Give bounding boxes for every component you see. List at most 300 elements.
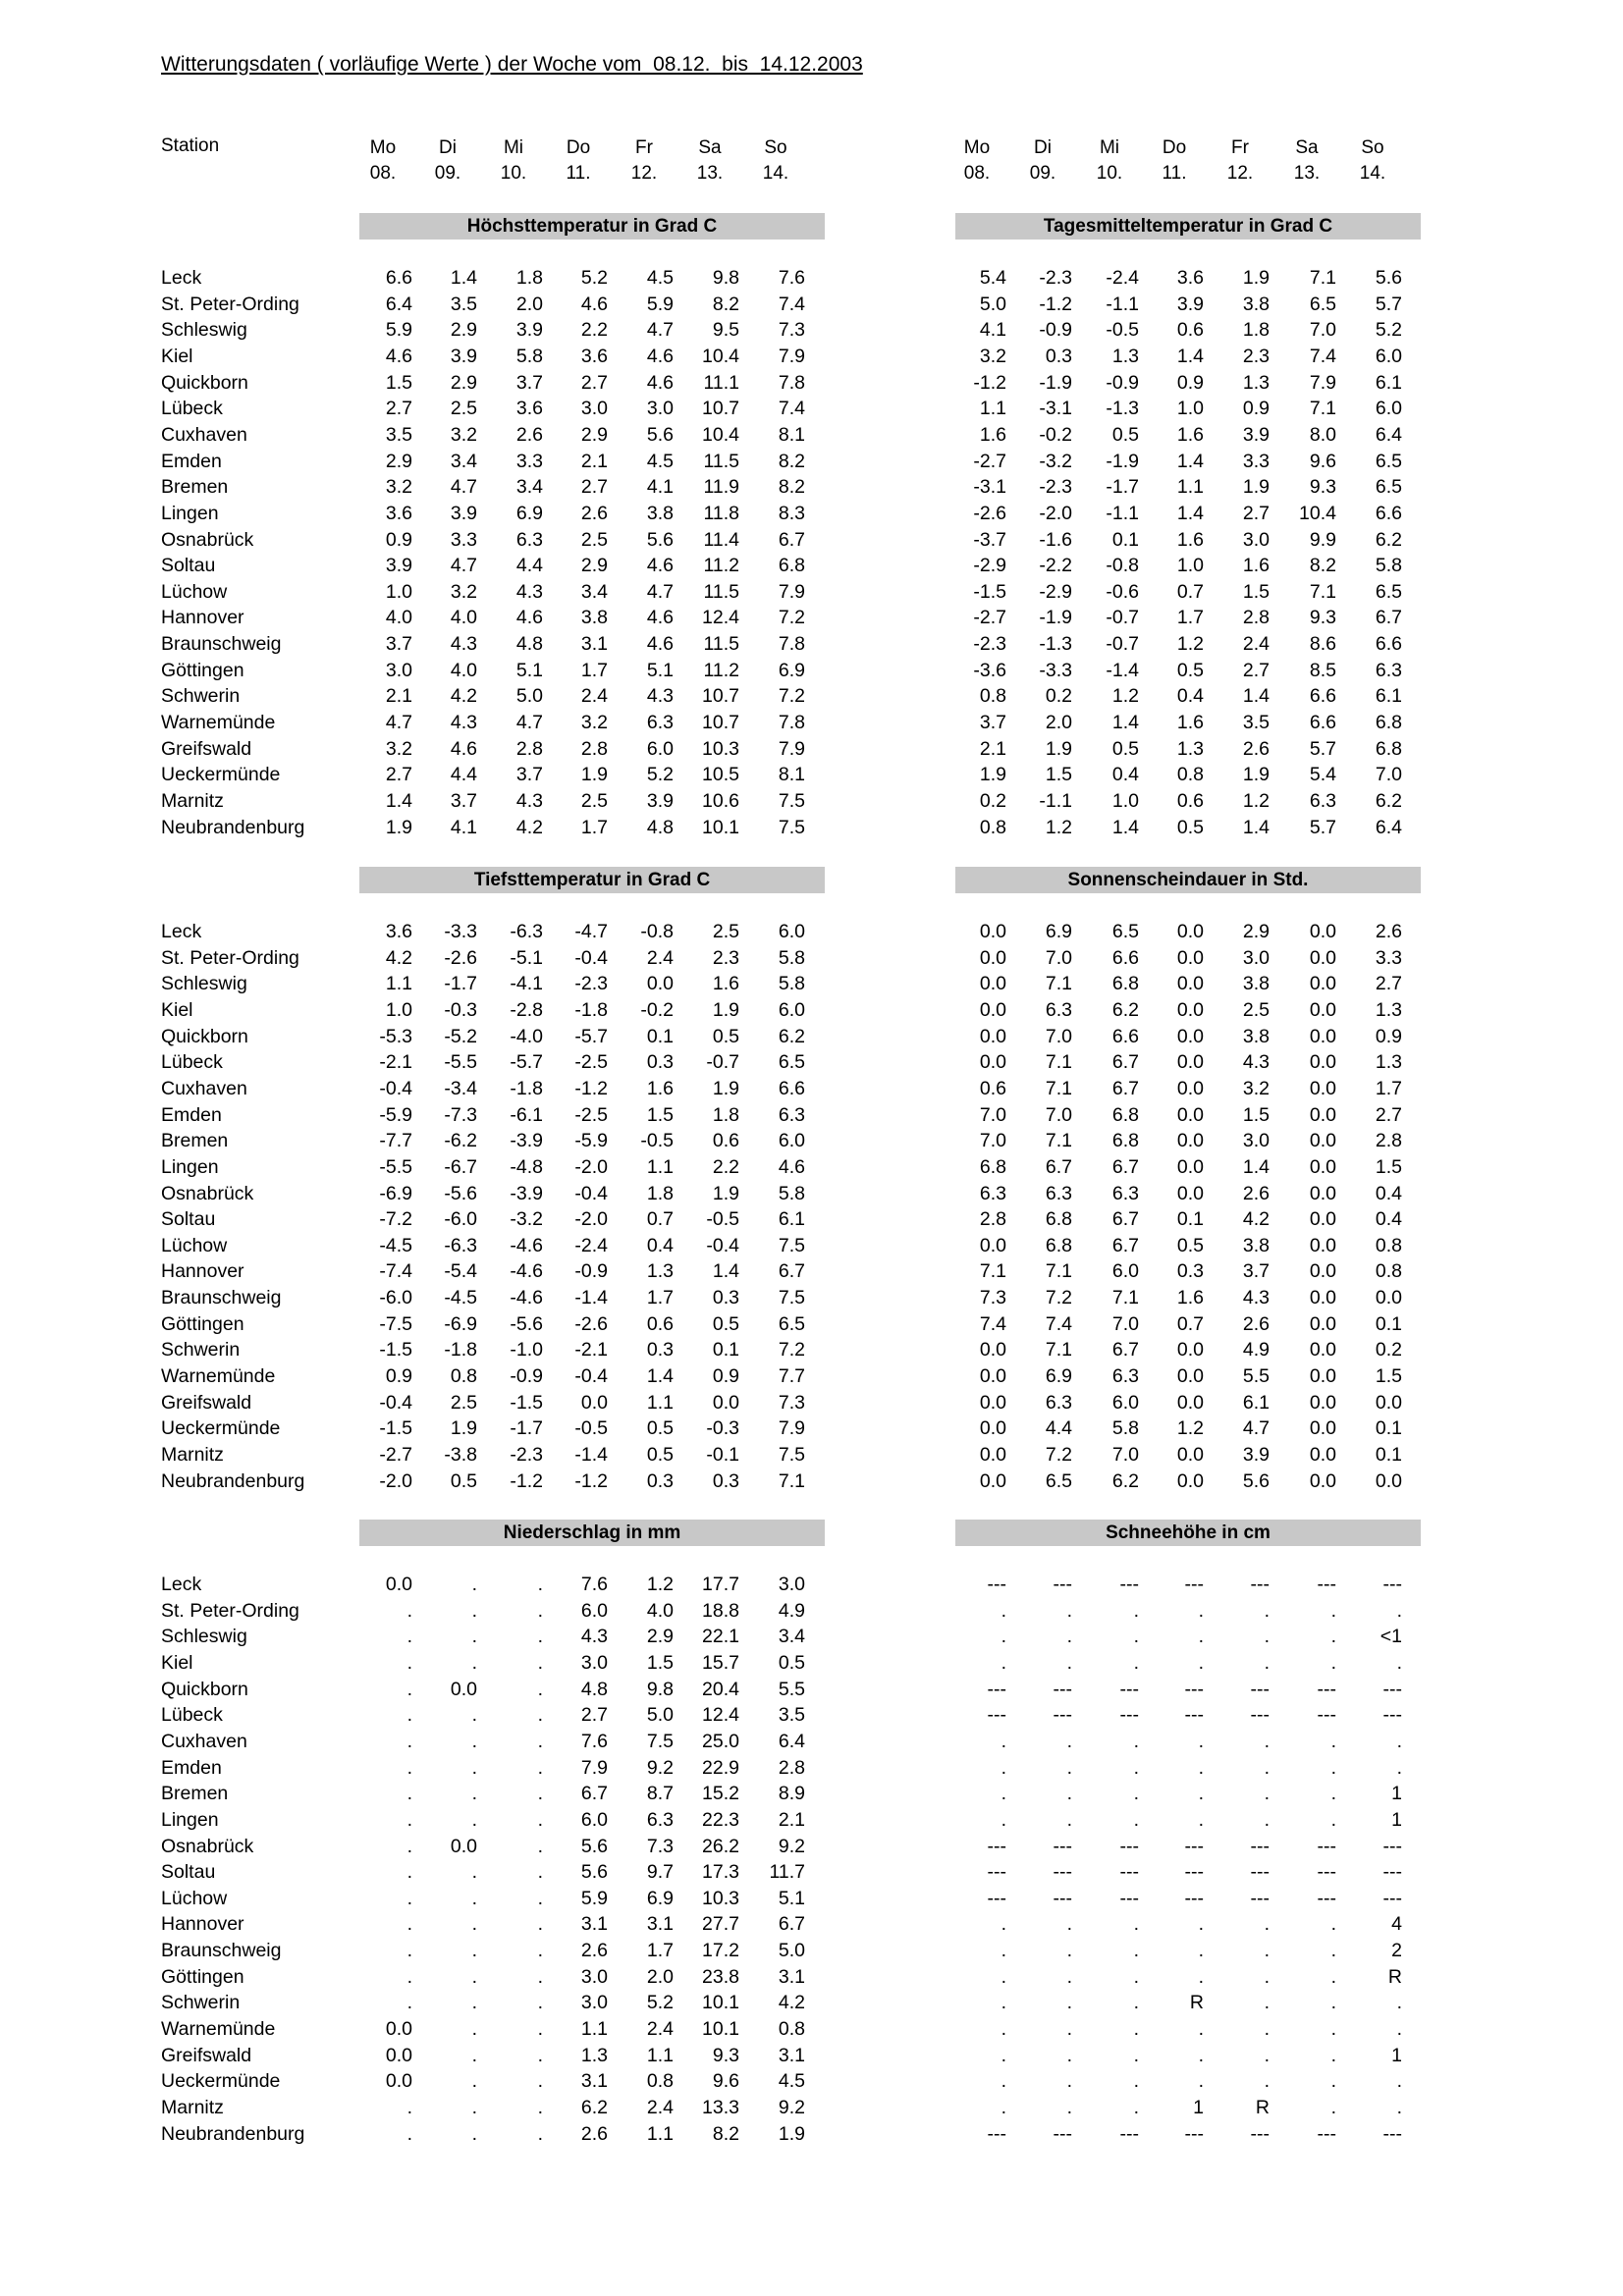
table-cell: --- (1382, 1887, 1402, 1909)
table-cell: -0.4 (574, 1365, 608, 1388)
table-cell: . (471, 2097, 477, 2118)
table-cell: 4.6 (450, 737, 477, 760)
table-cell: -2.4 (574, 1234, 608, 1256)
table-cell: -0.9 (1039, 319, 1072, 342)
table-cell: 1.5 (1375, 1155, 1402, 1178)
table-cell: -6.0 (379, 1287, 412, 1309)
table-cell: --- (1382, 2122, 1402, 2145)
day-header-date: 08. (963, 163, 991, 184)
table-cell: 3.6 (515, 398, 543, 420)
table-cell: 7.4 (979, 1312, 1006, 1335)
table-cell: 5.9 (385, 319, 412, 342)
table-cell: --- (1184, 1887, 1204, 1909)
table-cell: -0.4 (574, 946, 608, 969)
table-cell: 0.0 (580, 1391, 608, 1414)
station-name: Schwerin (161, 1339, 241, 1362)
table-cell: 7.4 (1309, 345, 1336, 367)
table-cell: 6.9 (1045, 921, 1072, 942)
table-cell: --- (1184, 1678, 1204, 1700)
day-header-name: Mo (963, 137, 991, 158)
table-cell: . (1264, 2044, 1270, 2066)
day-header-name: Do (566, 137, 591, 158)
table-cell: 5.9 (580, 1887, 608, 1909)
table-cell: 0.4 (1375, 1182, 1402, 1204)
table-cell: 6.3 (979, 1182, 1006, 1204)
table-cell: 6.3 (515, 528, 543, 551)
table-cell: 2.9 (1242, 921, 1270, 942)
table-cell: . (1396, 2018, 1402, 2041)
table-cell: 1.1 (646, 1155, 674, 1178)
table-cell: 8.3 (778, 502, 805, 524)
table-cell: 4.8 (515, 633, 543, 656)
table-cell: -1.9 (1039, 607, 1072, 629)
table-cell: 0.4 (646, 1234, 674, 1256)
table-cell: 4 (1391, 1913, 1402, 1936)
table-cell: . (537, 2044, 543, 2066)
table-cell: 1.4 (1242, 685, 1270, 708)
table-cell: --- (987, 1574, 1006, 1595)
table-cell: -7.7 (379, 1130, 412, 1152)
table-cell: 0.0 (1375, 1287, 1402, 1309)
table-cell: -1.9 (1039, 371, 1072, 394)
table-cell: 7.1 (778, 1469, 805, 1492)
table-cell: 0.0 (1309, 973, 1336, 995)
table-cell: 6.2 (1111, 998, 1139, 1021)
table-cell: 3.9 (450, 502, 477, 524)
table-cell: . (1198, 1626, 1204, 1648)
table-cell: 3.4 (450, 450, 477, 472)
table-cell: 0.9 (385, 528, 412, 551)
table-cell: 11.2 (703, 659, 739, 681)
table-cell: 4.2 (778, 1992, 805, 2014)
table-cell: 7.0 (979, 1130, 1006, 1152)
table-cell: 0.0 (1309, 921, 1336, 942)
table-cell: --- (1317, 1704, 1336, 1727)
table-cell: 0.3 (1045, 345, 1072, 367)
table-cell: . (406, 1913, 412, 1936)
table-cell: 7.1 (1309, 398, 1336, 420)
table-cell: 0.0 (1309, 1287, 1336, 1309)
table-cell: 6.3 (1111, 1365, 1139, 1388)
table-cell: -3.2 (1039, 450, 1072, 472)
table-cell: 1 (1391, 1808, 1402, 1831)
table-cell: -3.1 (1039, 398, 1072, 420)
table-cell: 7.3 (778, 319, 805, 342)
table-cell: 0.5 (1111, 423, 1139, 446)
table-cell: 9.6 (712, 2070, 739, 2093)
station-name: Emden (161, 450, 222, 472)
station-name: Schleswig (161, 1626, 247, 1648)
table-cell: 3.2 (450, 423, 477, 446)
table-cell: 2.8 (979, 1208, 1006, 1231)
day-header-date: 09. (1029, 163, 1056, 184)
table-cell: . (1264, 2018, 1270, 2041)
table-cell: -5.4 (444, 1260, 477, 1283)
table-cell: 5.6 (646, 528, 674, 551)
day-header-name: So (764, 137, 787, 158)
table-cell: 1.1 (646, 2044, 674, 2066)
station-name: Bremen (161, 476, 229, 499)
table-cell: 4.3 (515, 790, 543, 812)
table-cell: -0.5 (706, 1208, 739, 1231)
table-cell: 0.1 (1375, 1417, 1402, 1440)
table-cell: 7.9 (778, 1417, 805, 1440)
table-cell: . (1133, 2018, 1139, 2041)
table-cell: 3.3 (450, 528, 477, 551)
table-cell: -0.9 (510, 1365, 543, 1388)
station-name: Quickborn (161, 1025, 248, 1047)
table-cell: -1.4 (574, 1444, 608, 1466)
table-cell: 3.5 (1242, 712, 1270, 734)
table-cell: . (406, 1808, 412, 1831)
table-cell: 23.8 (702, 1965, 739, 1988)
table-cell: 8.1 (778, 764, 805, 786)
table-cell: 9.7 (646, 1861, 674, 1884)
day-header-date: 14. (1359, 163, 1386, 184)
table-cell: 7.5 (778, 1444, 805, 1466)
table-cell: . (1264, 1913, 1270, 1936)
table-cell: . (537, 1808, 543, 1831)
table-cell: 2.9 (385, 450, 412, 472)
table-cell: 17.2 (702, 1940, 739, 1962)
table-cell: 0.1 (712, 1339, 739, 1362)
table-cell: 0.6 (712, 1130, 739, 1152)
table-cell: 11.5 (703, 450, 739, 472)
table-cell: 2.5 (580, 790, 608, 812)
table-cell: . (1066, 2070, 1072, 2093)
table-cell: 0.7 (1176, 1312, 1204, 1335)
table-cell: . (1133, 1783, 1139, 1805)
table-cell: 3.6 (385, 921, 412, 942)
table-cell: -6.2 (444, 1130, 477, 1152)
station-name: Kiel (161, 1651, 193, 1674)
table-cell: 5.2 (646, 1992, 674, 2014)
table-cell: 2.4 (580, 685, 608, 708)
table-cell: 8.6 (1309, 633, 1336, 656)
table-cell: --- (1250, 1678, 1270, 1700)
table-cell: 2.5 (450, 398, 477, 420)
table-cell: -2.0 (574, 1155, 608, 1178)
table-cell: . (406, 1651, 412, 1674)
table-cell: 3.9 (646, 790, 674, 812)
table-cell: 8.5 (1309, 659, 1336, 681)
table-cell: . (537, 1913, 543, 1936)
table-cell: 3.7 (1242, 1260, 1270, 1283)
table-cell: 7.0 (1375, 764, 1402, 786)
table-cell: -0.2 (640, 998, 674, 1021)
table-cell: 0.0 (385, 2070, 412, 2093)
table-cell: 0.0 (1309, 1103, 1336, 1126)
section-header-tiefst: Tiefsttemperatur in Grad C (359, 867, 825, 893)
table-cell: 1.9 (1045, 737, 1072, 760)
table-cell: . (406, 1861, 412, 1884)
table-cell: 5.0 (979, 293, 1006, 315)
table-cell: 0.5 (646, 1444, 674, 1466)
table-cell: . (1066, 1756, 1072, 1779)
table-cell: 7.1 (1045, 1077, 1072, 1099)
table-cell: 0.0 (979, 1234, 1006, 1256)
table-cell: 7.1 (1045, 973, 1072, 995)
table-cell: -4.5 (444, 1287, 477, 1309)
day-header-name: Mo (369, 137, 397, 158)
table-cell: . (1066, 1626, 1072, 1648)
table-cell: 0.0 (1176, 1130, 1204, 1152)
table-cell: 6.6 (1111, 946, 1139, 969)
day-header-name: Do (1162, 137, 1187, 158)
station-name: Braunschweig (161, 633, 282, 656)
table-cell: 1.8 (1242, 319, 1270, 342)
table-cell: 6.6 (1309, 712, 1336, 734)
table-cell: 7.2 (778, 685, 805, 708)
table-cell: 0.0 (1309, 1077, 1336, 1099)
table-cell: 2.6 (580, 2122, 608, 2145)
table-cell: 1.9 (1242, 267, 1270, 289)
table-cell: 9.3 (712, 2044, 739, 2066)
table-cell: -1.5 (379, 1417, 412, 1440)
table-cell: 2.6 (1375, 921, 1402, 942)
table-cell: 0.8 (450, 1365, 477, 1388)
table-cell: 7.4 (1045, 1312, 1072, 1335)
table-cell: 0.1 (1111, 528, 1139, 551)
station-name: Leck (161, 1574, 202, 1595)
table-cell: . (1133, 1626, 1139, 1648)
station-name: Lüchow (161, 1887, 228, 1909)
table-cell: 6.3 (1045, 1182, 1072, 1204)
table-cell: 5.8 (515, 345, 543, 367)
table-cell: 5.2 (580, 267, 608, 289)
table-cell: 0.0 (1309, 1208, 1336, 1231)
table-cell: -1.2 (973, 371, 1006, 394)
table-cell: --- (1250, 1574, 1270, 1595)
table-cell: -1.3 (1039, 633, 1072, 656)
table-cell: 3.0 (1242, 946, 1270, 969)
table-cell: . (1133, 2097, 1139, 2118)
table-cell: 1.9 (712, 1182, 739, 1204)
table-cell: 7.1 (1045, 1339, 1072, 1362)
station-name: Bremen (161, 1783, 229, 1805)
station-name: Warnemünde (161, 712, 276, 734)
table-cell: . (537, 1626, 543, 1648)
table-cell: 1.0 (1111, 790, 1139, 812)
table-cell: 0.9 (1242, 398, 1270, 420)
table-cell: 5.7 (1309, 816, 1336, 838)
table-cell: 2.7 (580, 476, 608, 499)
table-cell: 4.7 (450, 476, 477, 499)
table-cell: 11.5 (703, 580, 739, 603)
table-cell: 6.9 (515, 502, 543, 524)
table-cell: . (1198, 1756, 1204, 1779)
table-cell: 0.0 (1309, 1365, 1336, 1388)
station-name: St. Peter-Ording (161, 1599, 299, 1622)
table-cell: . (1001, 1965, 1006, 1988)
table-cell: 11.5 (703, 633, 739, 656)
table-cell: 3.0 (385, 659, 412, 681)
table-cell: . (406, 1678, 412, 1700)
table-cell: 2.7 (1242, 502, 1270, 524)
table-cell: . (1330, 1940, 1336, 1962)
table-cell: 0.0 (979, 1391, 1006, 1414)
table-cell: 3.8 (1242, 293, 1270, 315)
table-cell: 2.8 (1242, 607, 1270, 629)
table-cell: <1 (1380, 1626, 1402, 1648)
table-cell: 6.8 (1111, 1130, 1139, 1152)
table-cell: 3.6 (385, 502, 412, 524)
table-cell: . (1066, 1992, 1072, 2014)
table-cell: -0.9 (574, 1260, 608, 1283)
table-cell: . (1330, 1783, 1336, 1805)
table-cell: 7.2 (778, 1339, 805, 1362)
table-cell: 9.8 (712, 267, 739, 289)
table-cell: 1.4 (385, 790, 412, 812)
table-cell: 2.6 (1242, 1312, 1270, 1335)
table-cell: 5.2 (1375, 319, 1402, 342)
table-cell: . (406, 2097, 412, 2118)
table-cell: 5.1 (515, 659, 543, 681)
table-cell: . (1264, 1965, 1270, 1988)
table-cell: 3.0 (580, 1965, 608, 1988)
table-cell: -1.0 (510, 1339, 543, 1362)
table-cell: -1.1 (1106, 293, 1139, 315)
table-cell: . (1133, 1651, 1139, 1674)
table-cell: --- (1317, 1835, 1336, 1857)
table-cell: 10.1 (702, 2018, 739, 2041)
station-name: Warnemünde (161, 1365, 276, 1388)
table-cell: 6.8 (1375, 737, 1402, 760)
table-cell: 3.1 (580, 1913, 608, 1936)
table-cell: 6.1 (1242, 1391, 1270, 1414)
table-cell: 3.8 (1242, 1025, 1270, 1047)
table-cell: --- (1317, 2122, 1336, 2145)
day-header-name: So (1361, 137, 1384, 158)
table-cell: -0.4 (379, 1077, 412, 1099)
table-cell: --- (1317, 1887, 1336, 1909)
table-cell: 1.4 (1111, 712, 1139, 734)
table-cell: 1.6 (712, 973, 739, 995)
table-cell: 6.2 (1111, 1469, 1139, 1492)
table-cell: -7.3 (444, 1103, 477, 1126)
table-cell: 0.0 (1176, 1051, 1204, 1074)
table-cell: 6.0 (1375, 398, 1402, 420)
table-cell: 0.3 (646, 1051, 674, 1074)
table-cell: . (471, 1808, 477, 1831)
table-cell: -3.1 (973, 476, 1006, 499)
table-cell: 5.0 (778, 1940, 805, 1962)
table-cell: 2.5 (580, 528, 608, 551)
table-cell: -3.2 (510, 1208, 543, 1231)
table-cell: 7.1 (1045, 1051, 1072, 1074)
table-cell: 1.4 (1176, 450, 1204, 472)
station-name: Schwerin (161, 685, 241, 708)
table-cell: . (471, 1940, 477, 1962)
table-cell: 1.3 (1111, 345, 1139, 367)
table-cell: 7.8 (778, 633, 805, 656)
table-cell: -5.5 (379, 1155, 412, 1178)
table-cell: 1.5 (1375, 1365, 1402, 1388)
table-cell: 1.9 (385, 816, 412, 838)
table-cell: --- (1119, 1704, 1139, 1727)
day-header-name: Sa (1295, 137, 1319, 158)
table-cell: 7.1 (1045, 1260, 1072, 1283)
table-cell: 2.8 (1375, 1130, 1402, 1152)
table-cell: 1.2 (1176, 1417, 1204, 1440)
table-cell: 10.3 (702, 737, 739, 760)
station-name: Lüchow (161, 1234, 228, 1256)
table-cell: -0.6 (1106, 580, 1139, 603)
table-cell: 2.4 (646, 2097, 674, 2118)
table-cell: --- (1184, 1704, 1204, 1727)
table-cell: 1.0 (385, 998, 412, 1021)
table-cell: . (1396, 1992, 1402, 2014)
table-cell: 7.3 (646, 1835, 674, 1857)
table-cell: 9.2 (778, 2097, 805, 2118)
table-cell: -6.1 (510, 1103, 543, 1126)
table-cell: 6.5 (1375, 476, 1402, 499)
day-header-date: 13. (696, 163, 724, 184)
table-cell: --- (1382, 1861, 1402, 1884)
table-cell: 3.2 (450, 580, 477, 603)
table-cell: 6.0 (778, 998, 805, 1021)
table-cell: --- (1184, 2122, 1204, 2145)
table-cell: R (1387, 1965, 1402, 1988)
table-cell: 5.9 (646, 293, 674, 315)
table-cell: --- (1053, 1678, 1072, 1700)
table-cell: 1.7 (580, 659, 608, 681)
table-cell: -2.6 (574, 1312, 608, 1335)
table-cell: 3.7 (979, 712, 1006, 734)
table-cell: 0.6 (1176, 790, 1204, 812)
table-cell: 0.9 (1176, 371, 1204, 394)
section-header-hoechst: Höchsttemperatur in Grad C (359, 213, 825, 240)
table-cell: 6.2 (580, 2097, 608, 2118)
table-cell: 3.8 (646, 502, 674, 524)
table-cell: 0.5 (712, 1312, 739, 1335)
table-cell: -1.3 (1106, 398, 1139, 420)
table-cell: 2.9 (450, 371, 477, 394)
table-cell: --- (1053, 1704, 1072, 1727)
table-cell: 6.1 (1375, 371, 1402, 394)
table-cell: -1.8 (444, 1339, 477, 1362)
table-cell: 1.4 (646, 1365, 674, 1388)
table-cell: . (1264, 2070, 1270, 2093)
table-cell: 5.1 (778, 1887, 805, 1909)
table-cell: 5.7 (1375, 293, 1402, 315)
table-cell: 0.0 (979, 946, 1006, 969)
table-cell: 0.6 (646, 1312, 674, 1335)
station-name: Warnemünde (161, 2018, 276, 2041)
table-cell: 4.1 (646, 476, 674, 499)
table-cell: 0.0 (1309, 1469, 1336, 1492)
table-cell: 3.7 (515, 371, 543, 394)
table-cell: 6.8 (778, 555, 805, 577)
table-cell: 13.3 (702, 2097, 739, 2118)
table-cell: . (1001, 1992, 1006, 2014)
table-cell: . (1001, 1599, 1006, 1622)
table-cell: . (1198, 1783, 1204, 1805)
table-cell: 6.8 (1111, 1103, 1139, 1126)
table-cell: 1.4 (1176, 345, 1204, 367)
table-cell: -2.3 (1039, 267, 1072, 289)
table-cell: 1.3 (1375, 1051, 1402, 1074)
table-cell: 6.0 (778, 1130, 805, 1152)
table-cell: . (1198, 1651, 1204, 1674)
day-header-date: 10. (500, 163, 527, 184)
table-cell: -3.9 (510, 1130, 543, 1152)
table-cell: 0.0 (646, 973, 674, 995)
table-cell: 2.1 (778, 1808, 805, 1831)
table-cell: . (1198, 1913, 1204, 1936)
table-cell: . (1198, 1808, 1204, 1831)
station-name: Quickborn (161, 1678, 248, 1700)
